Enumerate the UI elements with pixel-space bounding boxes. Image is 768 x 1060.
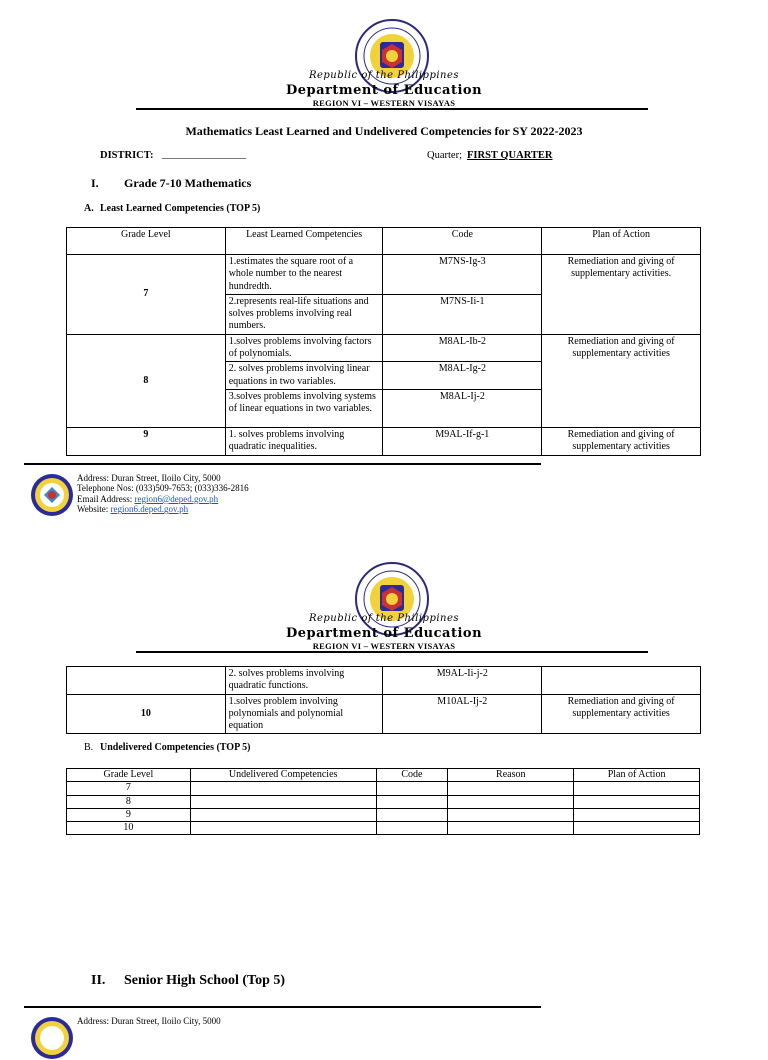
code-cell: M7NS-Ii-1: [383, 294, 542, 334]
table-row: [67, 694, 701, 734]
least-learned-table-continued: [66, 666, 701, 734]
table-header-row: [67, 769, 700, 782]
header-plan-of-action: Plan of Action: [542, 228, 701, 255]
region-seal-logo: [30, 473, 74, 517]
footer-website-label: Website:: [77, 504, 109, 515]
plan-cell: [574, 808, 700, 821]
region-seal-logo: [30, 1016, 74, 1060]
plan-cell: Remediation and giving of supplementary activities.: [542, 255, 701, 335]
plan-cell: [574, 795, 700, 808]
section-1-number: I.: [91, 176, 99, 190]
region-text: REGION VI – WESTERN VISAYAS: [312, 641, 456, 651]
reason-cell: [448, 822, 574, 835]
header-grade-level: Grade Level: [67, 228, 226, 255]
competency-cell: [190, 782, 376, 795]
footer-website-link[interactable]: region6.deped.gov.ph: [110, 504, 189, 515]
table-row: [67, 334, 701, 362]
grade-cell: 7: [67, 255, 226, 335]
plan-cell: Remediation and giving of supplementary activities: [542, 427, 701, 455]
footer-address: Address: Duran Street, Iloilo City, 5000: [77, 1016, 221, 1026]
grade-cell: [67, 667, 226, 695]
table-row: [67, 782, 700, 795]
competency-cell: 1.solves problems involving factors of polynomials.: [225, 334, 383, 362]
table-row: [67, 427, 701, 455]
grade-cell: 9: [67, 808, 191, 821]
section-1-title: Grade 7-10 Mathematics: [124, 176, 252, 190]
code-cell: M7NS-Ig-3: [383, 255, 542, 295]
competency-cell: 2. solves problems involving quadratic functions.: [225, 667, 383, 695]
plan-cell: Remediation and giving of supplementary activities: [542, 334, 701, 427]
grade-cell: 8: [67, 334, 226, 427]
section-a-number: A.: [84, 203, 94, 214]
grade-cell: 10: [67, 694, 226, 734]
code-cell: M8AL-Ig-2: [383, 362, 542, 390]
reason-cell: [448, 795, 574, 808]
plan-cell: [542, 667, 701, 695]
header-code: Code: [383, 228, 542, 255]
code-cell: M10AL-Ij-2: [383, 694, 542, 734]
table-row: [67, 795, 700, 808]
competency-cell: 3.solves problems involving systems of linear equations in two variables.: [225, 389, 383, 427]
republic-text: Republic of the Philippines: [308, 70, 460, 81]
table-row: [67, 255, 701, 295]
code-cell: M8AL-Ib-2: [383, 334, 542, 362]
table-row: [67, 667, 701, 695]
footer-phone: Telephone Nos: (033)509-7653; (033)336-2816: [77, 483, 249, 494]
code-cell: [376, 822, 448, 835]
competency-cell: 2. solves problems involving linear equations in two variables.: [225, 362, 383, 390]
reason-cell: [448, 808, 574, 821]
competency-cell: [190, 822, 376, 835]
header-rule: [136, 108, 648, 110]
footer-address: Address: Duran Street, Iloilo City, 5000: [77, 473, 221, 483]
competency-cell: [190, 795, 376, 808]
header-code: Code: [376, 769, 448, 782]
code-cell: [376, 795, 448, 808]
section-b-title: Undelivered Competencies (TOP 5): [100, 742, 251, 753]
table-row: [67, 808, 700, 821]
footer-email-label: Email Address:: [77, 493, 133, 504]
reason-cell: [448, 782, 574, 795]
competency-cell: 1. solves problems involving quadratic inequalities.: [225, 427, 383, 455]
grade-cell: 7: [67, 782, 191, 795]
competency-cell: 1.estimates the square root of a whole number to the nearest hundredth.: [225, 255, 383, 295]
undelivered-table: [66, 768, 700, 835]
department-text: Department of Education: [285, 626, 483, 641]
competency-cell: 1.solves problem involving polynomials and polynomial equation: [225, 694, 383, 734]
section-a-title: Least Learned Competencies (TOP 5): [100, 203, 261, 214]
competency-cell: 2.represents real-life situations and solves problems involving real numbers.: [225, 294, 383, 334]
section-b-number: B.: [84, 742, 94, 753]
plan-cell: Remediation and giving of supplementary activities: [542, 694, 701, 734]
district-label: DISTRICT:: [100, 150, 154, 161]
document-title: Mathematics Least Learned and Undelivered Competencies for SY 2022-2023: [185, 124, 583, 138]
code-cell: M9AL-Ii-j-2: [383, 667, 542, 695]
district-blank: ________________: [162, 149, 246, 160]
republic-text: Republic of the Philippines: [308, 613, 460, 624]
grade-cell: 10: [67, 822, 191, 835]
header-grade-level: Grade Level: [67, 769, 191, 782]
table-header-row: [67, 228, 701, 255]
code-cell: M8AL-Ij-2: [383, 389, 542, 427]
section-2-title: Senior High School (Top 5): [124, 973, 286, 988]
footer-contact: [77, 473, 249, 515]
header-reason: Reason: [448, 769, 574, 782]
header-undelivered: Undelivered Competencies: [190, 769, 376, 782]
footer-email-link[interactable]: region6@deped.gov.ph: [134, 493, 219, 504]
footer-rule: [24, 1006, 541, 1008]
quarter-label: Quarter;: [427, 150, 462, 161]
section-2-number: II.: [91, 973, 106, 988]
plan-cell: [574, 822, 700, 835]
footer-website-line: [77, 504, 249, 514]
code-cell: [376, 782, 448, 795]
code-cell: [376, 808, 448, 821]
grade-cell: 8: [67, 795, 191, 808]
grade-cell: 9: [67, 427, 226, 455]
code-cell: M9AL-If-g-1: [383, 427, 542, 455]
header-plan-of-action: Plan of Action: [574, 769, 700, 782]
table-row: [67, 822, 700, 835]
header-competencies: Least Learned Competencies: [225, 228, 383, 255]
footer-email-line: [77, 494, 249, 504]
department-text: Department of Education: [285, 83, 483, 98]
header-rule: [136, 651, 648, 653]
competency-cell: [190, 808, 376, 821]
least-learned-table: [66, 227, 701, 456]
plan-cell: [574, 782, 700, 795]
quarter-value: FIRST QUARTER: [467, 150, 553, 161]
footer-rule: [24, 463, 541, 465]
region-text: REGION VI – WESTERN VISAYAS: [312, 98, 456, 108]
